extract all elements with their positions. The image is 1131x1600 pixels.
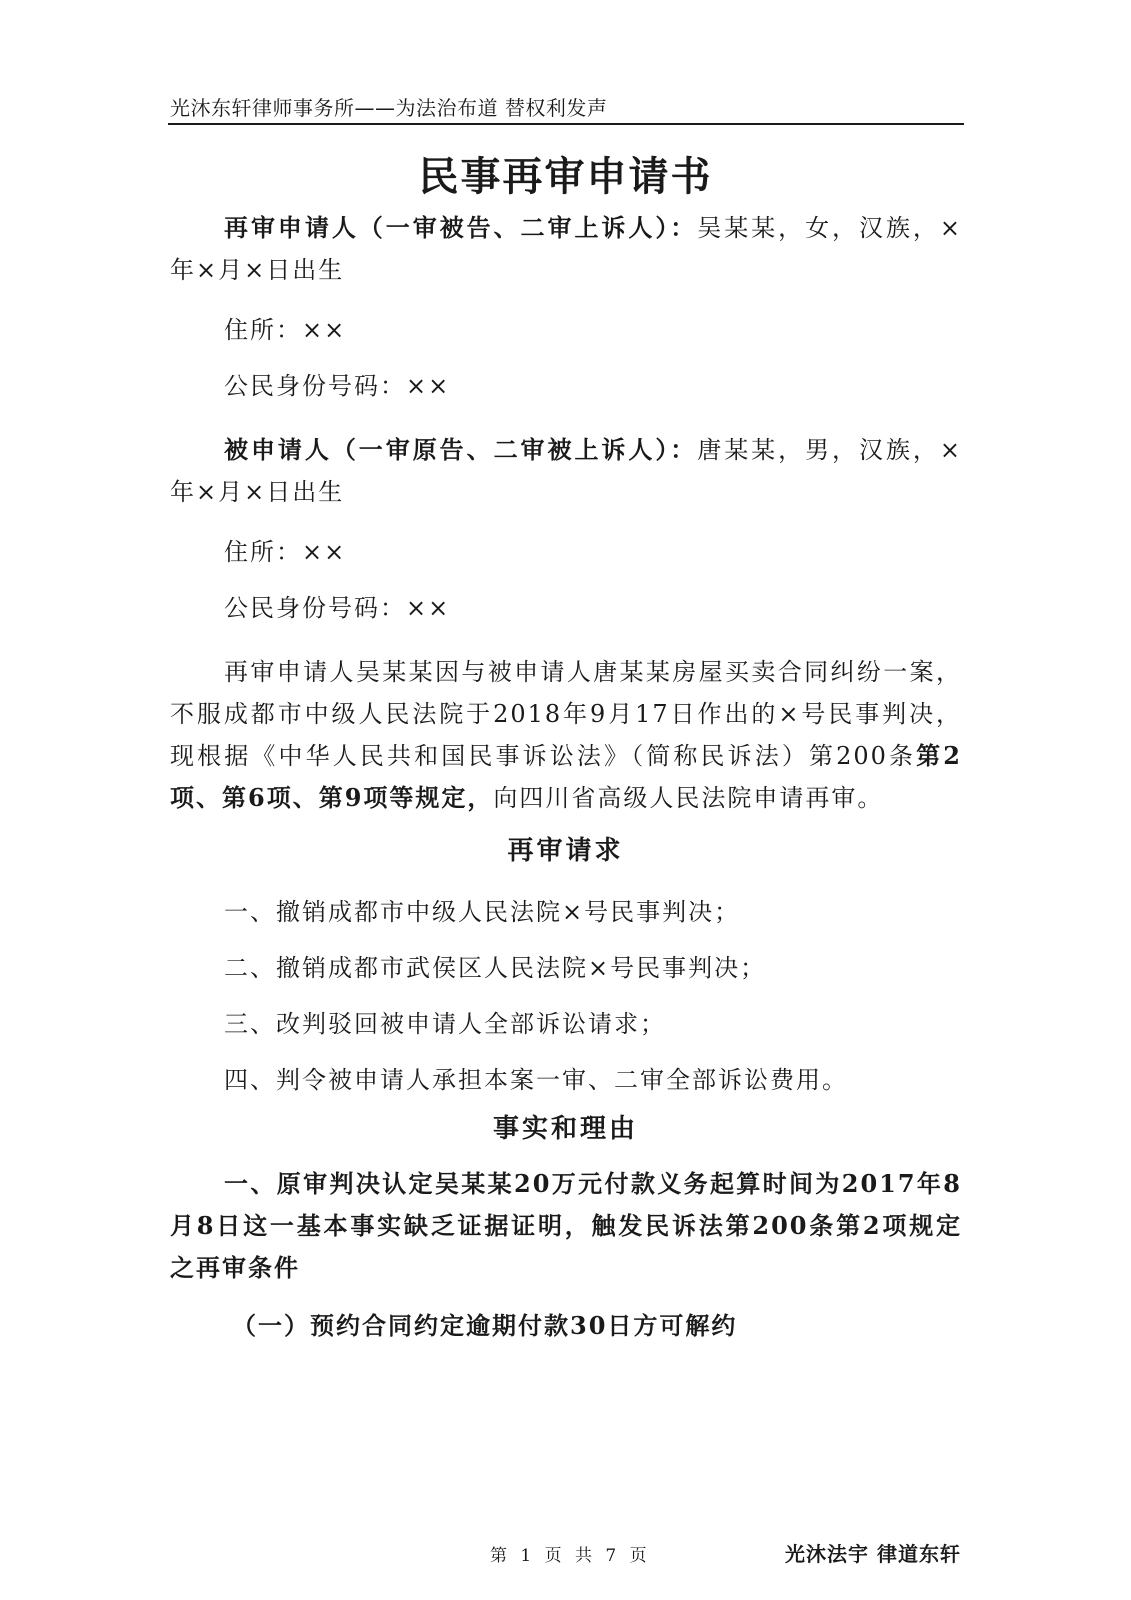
requests-heading: 再审请求	[507, 836, 624, 866]
intro-tail-text: 向四川省高级人民法院申请再审。	[493, 784, 884, 812]
applicant-address: 住所：××	[224, 316, 347, 344]
applicant-paragraph	[170, 207, 962, 291]
facts-heading: 事实和理由	[492, 1114, 638, 1144]
intro-bold-text: 第2项、第6项、第9项等规定，	[170, 741, 962, 812]
request-item: 四、判令被申请人承担本案一审、二审全部诉讼费用。	[224, 1066, 848, 1094]
footer-brand: 光沐法宇 律道东轩	[785, 1542, 961, 1566]
applicant-label: 再审申请人（一审被告、二审上诉人）：	[224, 213, 698, 242]
header-firm-slogan: 光沐东轩律师事务所——为法治布道 替权利发声	[170, 96, 608, 120]
respondent-desc: 唐某某，男，汉族，×年×月×日出生	[170, 436, 963, 506]
request-item: 三、改判驳回被申请人全部诉讼请求；	[224, 1010, 666, 1038]
document-title: 民事再审申请书	[418, 153, 713, 200]
intro-text: 再审申请人吴某某因与被申请人唐某某房屋买卖合同纠纷一案，不服成都市中级人民法院于2018年9月17日作出的×号民事判决，现根据《中华人民共和国民事诉讼法》（简称民诉法）第200条	[170, 658, 962, 770]
request-item: 一、撤销成都市中级人民法院×号民事判决；	[224, 898, 741, 926]
applicant-desc: 吴某某，女，汉族，×年×月×日出生	[170, 214, 963, 284]
respondent-label: 被申请人（一审原告、二审被上诉人）：	[224, 435, 698, 464]
header-divider	[168, 123, 964, 125]
applicant-id-number: 公民身份号码：××	[224, 372, 451, 400]
fact-1-subheading: （一）预约合同约定逾期付款30日方可解约	[232, 1311, 738, 1340]
fact-1-paragraph: 一、原审判决认定吴某某20万元付款义务起算时间为2017年8月8日这一基本事实缺乏证据证明，触发民诉法第200条第2项规定之再审条件	[170, 1169, 962, 1282]
request-item: 二、撤销成都市武侯区人民法院×号民事判决；	[224, 954, 767, 982]
respondent-id-number: 公民身份号码：××	[224, 594, 451, 622]
intro-paragraph	[170, 651, 962, 819]
respondent-address: 住所：××	[224, 538, 347, 566]
page-indicator: 第 1 页 共 7 页	[490, 1546, 651, 1566]
respondent-paragraph	[170, 429, 962, 513]
